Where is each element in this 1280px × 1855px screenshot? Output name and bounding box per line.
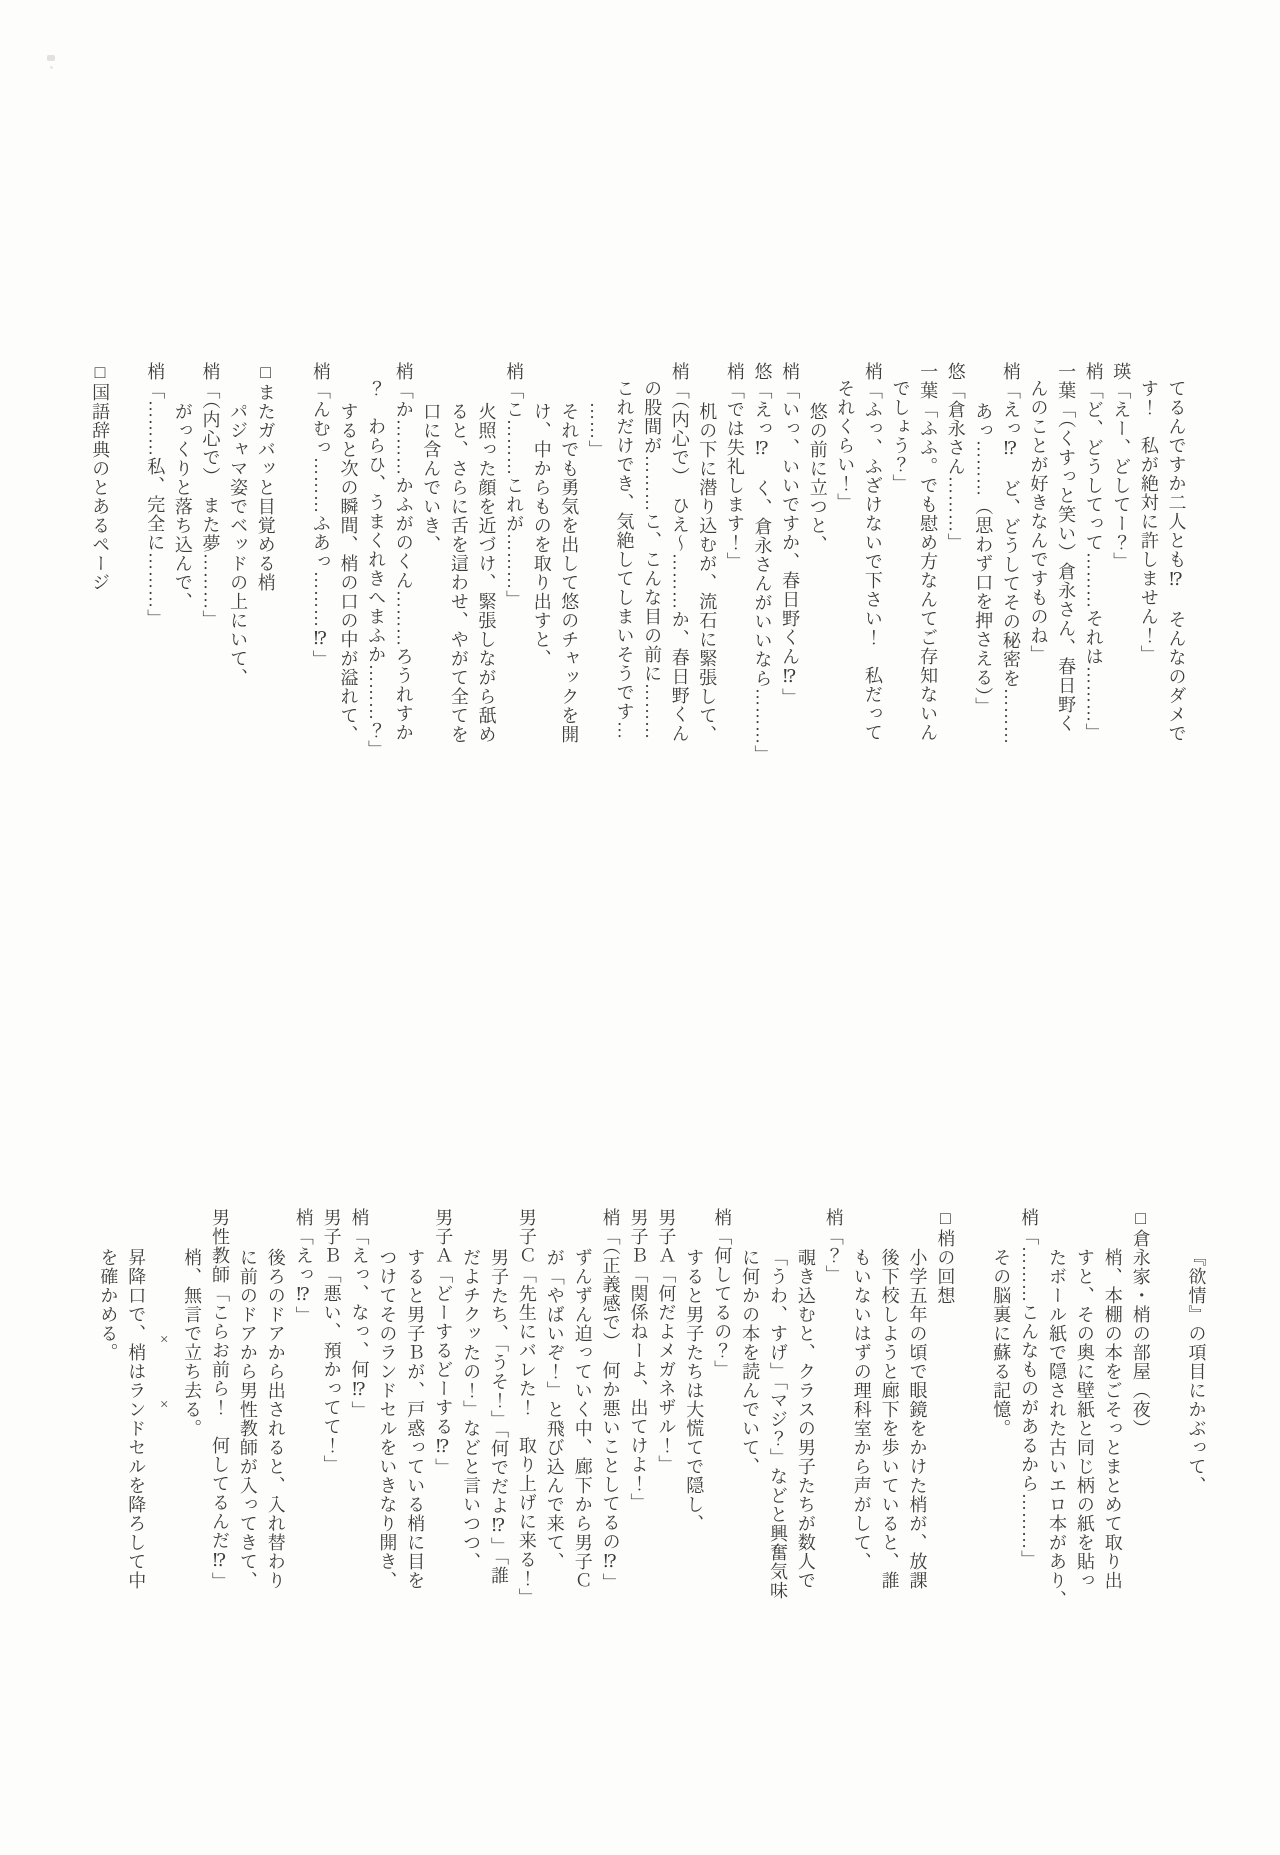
script-line: 梢「………こんなものがあるから………」 — [1019, 1208, 1040, 1569]
script-line: 男子Ａ「どーするどーする⁉」 — [433, 1208, 454, 1477]
script-line: 瑛「えー、どしてー？」 — [1111, 362, 1132, 571]
script-line: が「やばいぞ！」と飛び込んで来て、 — [544, 1248, 565, 1571]
script-line: もいないはずの理科室から声がして、 — [851, 1248, 872, 1571]
script-line: 一葉「ふふ。でも慰め方なんてご存知ないん — [918, 362, 939, 742]
script-line: 梢、無言で立ち去る。 — [182, 1248, 203, 1438]
script-line: 男子Ｂ「悪い、預かってて！」 — [321, 1208, 342, 1474]
script-line: 梢「えっ⁉ ど、どうしてその秘密を……… — [1000, 362, 1021, 745]
script-line: に何かの本を読んでいて、 — [740, 1248, 761, 1476]
script-line: 覗き込むと、クラスの男子たちが数人で — [795, 1248, 816, 1590]
script-line: んのことが好きなんですものね」 — [1028, 379, 1049, 664]
script-line: それでも勇気を出して悠のチャックを開 — [559, 402, 580, 744]
script-line: 梢「何してるの？」 — [712, 1208, 733, 1379]
script-line: 梢「では失礼します！」 — [724, 362, 745, 571]
script-line: 梢「？」 — [823, 1208, 844, 1284]
script-line: 男子Ｃ「先生にバレた！ 取り上げに来る！」 — [516, 1208, 537, 1607]
script-line: パジャマ姿でベッドの上にいて、 — [228, 402, 249, 687]
script-line: 男性教師「こらお前ら！ 何してるんだ⁉」 — [210, 1208, 230, 1591]
script-line: 一葉「（くすっと笑い）倉永さん、春日野く — [1056, 362, 1077, 733]
script-line: ると、さらに舌を這わせ、やがて全てを — [448, 402, 469, 744]
script-line: 『欲情』の項目にかぶって、 — [1186, 1248, 1207, 1495]
script-line: 昇降口で、梢はランドセルを降ろして中 — [126, 1248, 147, 1590]
script-line: それくらい！」 — [835, 379, 856, 512]
script-line: す！ 私が絶対に許しません！」 — [1138, 379, 1159, 664]
script-line: 梢「（内心で） ひえ〜………か、春日野くん — [669, 362, 690, 743]
script-line: だよチクッたの！」などと言いつつ、 — [461, 1248, 482, 1571]
script-line: 梢「えっ、なっ、何⁉」 — [349, 1208, 370, 1420]
script-line: 梢「いっ、いいですか、春日野くん⁉」 — [780, 362, 801, 707]
script-line: 梢「（内心で） また夢………」 — [200, 362, 221, 629]
script-line: 「うわ、すげ」「マジ？」などと興奮気味 — [768, 1248, 788, 1600]
script-line: ？ わらひ、うまくれきへまふか………？」 — [366, 379, 387, 759]
script-line: け、中からものを取り出すと、 — [531, 402, 552, 668]
script-line: 悠「えっ⁉ く、倉永さんがいいなら………」 — [752, 362, 773, 764]
script-line: □国語辞典のとあるページ — [90, 362, 111, 592]
script-line: 口に含んでいき、 — [421, 402, 442, 554]
script-line: 悠の前に立つと、 — [807, 402, 828, 554]
script-line: 梢「ふっ、ふざけないで下さい！ 私だって — [862, 362, 883, 742]
script-line: 男子Ｂ「関係ねーよ、出てけよ！」 — [628, 1208, 649, 1512]
script-line: すと、その奥に壁紙と同じ柄の紙を貼っ — [1074, 1248, 1095, 1590]
script-line: すると男子たちは大慌てで隠し、 — [684, 1248, 705, 1533]
script-line: 梢「………私、完全に………」 — [145, 362, 166, 628]
script-line: その脳裏に蘇る記憶。 — [991, 1248, 1012, 1438]
script-line: でしょう？」 — [890, 379, 911, 493]
script-line: 梢「（正義感で） 何か悪いことしてるの⁉」 — [600, 1208, 621, 1592]
script-line: 梢「こ………これが………」 — [504, 362, 525, 609]
script-line: 後ろのドアから出されると、入れ替わり — [265, 1248, 286, 1590]
script-line: 梢「んむっ………ふあっ………⁉」 — [310, 362, 331, 669]
script-line: 梢「えっ⁉」 — [293, 1208, 314, 1325]
script-line: ずんずん迫っていく中、廊下から男子Ｃ — [572, 1248, 593, 1590]
script-line: 火照った顔を近づけ、緊張しながら舐め — [476, 402, 497, 744]
script-line: 机の下に潜り込むが、流石に緊張して、 — [697, 402, 718, 744]
script-line: てるんですか二人とも⁉ そんなのダメで — [1166, 379, 1187, 743]
script-line: □梢の回想 — [935, 1208, 956, 1305]
script-line: □倉永家・梢の部屋（夜） — [1130, 1208, 1151, 1438]
script-line: あっ………（思わず口を押さえる）」 — [973, 402, 994, 716]
script-line: を確かめる。 — [98, 1248, 119, 1362]
script-line: 小学五年の頃で眼鏡をかけた梢が、放課 — [907, 1248, 928, 1590]
script-line: 梢「ど、どうしてって………それは………」 — [1083, 362, 1104, 742]
script-line: 男子たち、「うそ！」「何でだよ⁉」「誰 — [489, 1248, 509, 1585]
script-line: これだけでき、気絶してしまいそうです… — [614, 379, 635, 740]
script-line: つけてそのランドセルをいきなり開き、 — [377, 1248, 398, 1590]
script-line: すると男子Ｂが、戸惑っている梢に目を — [405, 1248, 426, 1590]
script-line: 男子Ａ「何だよメガネザル！」 — [656, 1208, 677, 1474]
script-line: すると次の瞬間、梢の口の中が溢れて、 — [338, 402, 359, 744]
script-line: ……」 — [586, 402, 607, 459]
script-line: 後下校しようと廊下を歩いていると、誰 — [879, 1248, 900, 1590]
script-line: 梢「か………かふがのくん………ろうれすか — [393, 362, 414, 742]
script-line: たボール紙で隠された古いエロ本があり、 — [1047, 1248, 1067, 1609]
script-line: 梢、本棚の本をごそっとまとめて取り出 — [1102, 1248, 1123, 1590]
scene-break-marks: × × — [156, 1332, 173, 1414]
script-line: の股間が………こ、こんな目の前に……… — [642, 379, 663, 740]
script-line: に前のドアから男性教師が入ってきて、 — [237, 1248, 258, 1590]
script-line: □またガバッと目覚める梢 — [255, 362, 276, 592]
script-line: がっくりと落ち込んで、 — [172, 402, 193, 611]
script-line: 悠「倉永さん………」 — [945, 362, 966, 552]
